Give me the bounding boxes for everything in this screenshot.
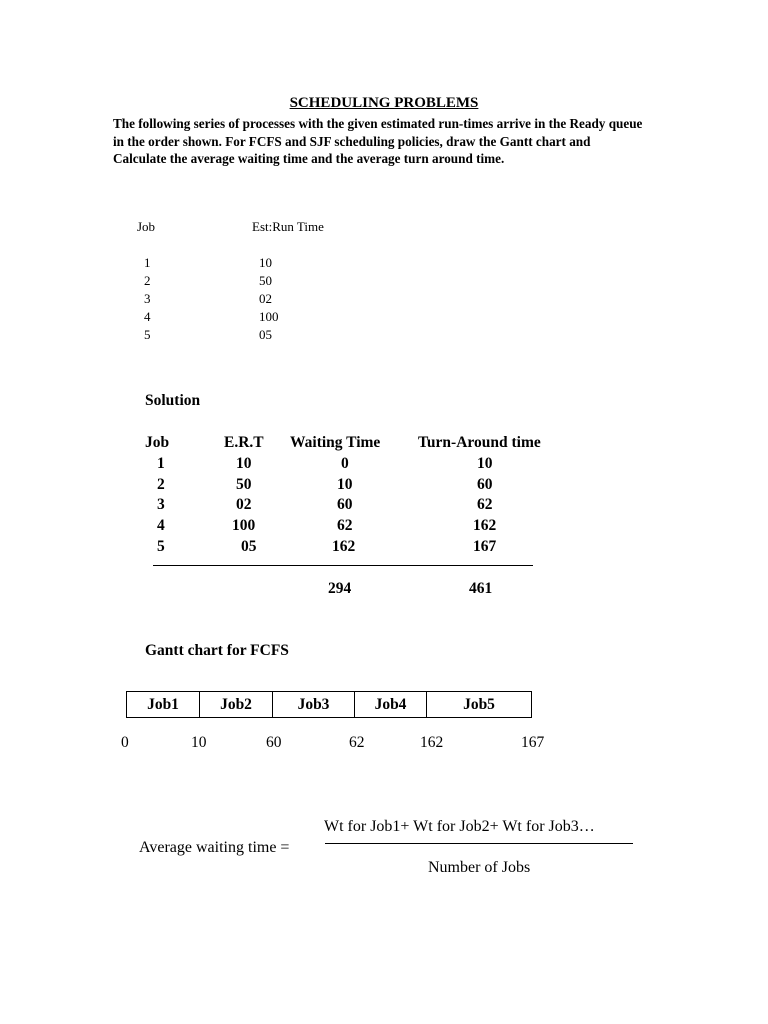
- input-header-runtime: Est:Run Time: [252, 219, 324, 234]
- formula-label: Average waiting time =: [139, 839, 290, 856]
- solution-header-waiting: Waiting Time: [290, 434, 381, 451]
- solution-ert-cell: 02: [236, 496, 252, 513]
- gantt-tick: 62: [349, 734, 365, 751]
- total-waiting: 294: [328, 580, 352, 597]
- solution-waiting-cell: 162: [332, 538, 356, 555]
- solution-job-cell: 4: [157, 517, 165, 534]
- solution-ert-cell: 10: [236, 455, 252, 472]
- totals-divider: [153, 565, 533, 566]
- solution-job-cell: 2: [157, 476, 165, 493]
- input-job-cell: 5: [144, 327, 151, 342]
- fraction-bar: [325, 843, 633, 844]
- problem-statement: The following series of processes with the given estimated run-times arrive in the Ready queue in the order shown. For FCFS and SJF scheduling policies, draw the Gantt chart and Calculate the average waiting time and the average turn around time.: [113, 116, 643, 166]
- gantt-cell-job4: Job4: [355, 692, 427, 717]
- solution-waiting-cell: 10: [337, 476, 353, 493]
- solution-ert-cell: 05: [241, 538, 257, 555]
- input-job-cell: 4: [144, 309, 151, 324]
- gantt-cell-job3: Job3: [273, 692, 355, 717]
- solution-header-ert: E.R.T: [224, 434, 264, 451]
- solution-turnaround-cell: 60: [477, 476, 493, 493]
- page-title: SCHEDULING PROBLEMS: [289, 95, 479, 111]
- solution-turnaround-cell: 162: [473, 517, 497, 534]
- formula-numerator: Wt for Job1+ Wt for Job2+ Wt for Job3…: [324, 818, 595, 835]
- solution-waiting-cell: 0: [341, 455, 349, 472]
- solution-ert-cell: 100: [232, 517, 256, 534]
- solution-turnaround-cell: 167: [473, 538, 497, 555]
- input-header-job: Job: [137, 219, 156, 234]
- solution-ert-cell: 50: [236, 476, 252, 493]
- solution-waiting-cell: 62: [337, 517, 353, 534]
- gantt-tick: 162: [420, 734, 444, 751]
- solution-header-job: Job: [145, 434, 170, 451]
- solution-waiting-cell: 60: [337, 496, 353, 513]
- gantt-tick: 0: [121, 734, 129, 751]
- total-turnaround: 461: [469, 580, 493, 597]
- solution-job-cell: 1: [157, 455, 165, 472]
- gantt-cell-job1: Job1: [127, 692, 200, 717]
- solution-turnaround-cell: 62: [477, 496, 493, 513]
- solution-turnaround-cell: 10: [477, 455, 493, 472]
- gantt-tick: 60: [266, 734, 282, 751]
- input-runtime-cell: 02: [259, 291, 272, 306]
- formula-denominator: Number of Jobs: [428, 859, 531, 876]
- solution-job-cell: 5: [157, 538, 165, 555]
- solution-job-cell: 3: [157, 496, 165, 513]
- gantt-heading: Gantt chart for FCFS: [145, 642, 289, 659]
- input-job-cell: 1: [144, 255, 151, 270]
- gantt-tick: 167: [521, 734, 545, 751]
- input-job-cell: 3: [144, 291, 151, 306]
- gantt-cell-job5: Job5: [463, 695, 495, 713]
- gantt-cell-job2: Job2: [200, 692, 273, 717]
- input-runtime-cell: 50: [259, 273, 272, 288]
- gantt-chart: [126, 691, 532, 718]
- input-runtime-cell: 100: [259, 309, 279, 324]
- gantt-tick: 10: [191, 734, 207, 751]
- solution-heading: Solution: [145, 392, 201, 409]
- solution-header-turnaround: Turn-Around time: [418, 434, 541, 451]
- input-runtime-cell: 05: [259, 327, 272, 342]
- input-job-cell: 2: [144, 273, 151, 288]
- input-runtime-cell: 10: [259, 255, 272, 270]
